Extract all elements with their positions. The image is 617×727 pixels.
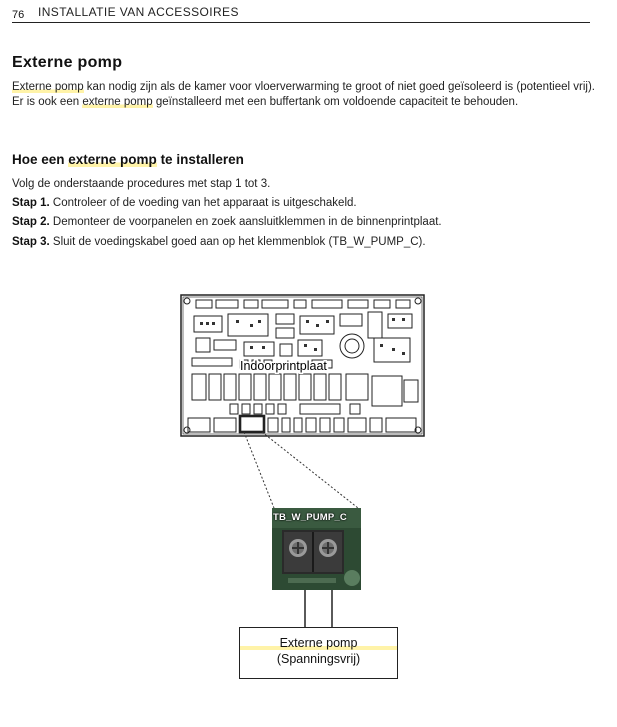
steps-intro: Volg de onderstaande procedures met stap 1 tot 3.: [12, 178, 271, 190]
terminal-block-photo: [272, 508, 361, 590]
howto-title-term: externe pomp: [68, 152, 157, 167]
step-2: [12, 216, 442, 228]
howto-title: [12, 152, 244, 167]
tb-w-pump-c-location: [240, 416, 264, 432]
step-1: [12, 197, 357, 209]
running-title: INSTALLATIE VAN ACCESSOIRES: [38, 5, 239, 19]
intro-text-2: geïnstalleerd met een buffertank om voldoende capaciteit te behouden.: [152, 96, 519, 108]
step-2-label: Stap 2.: [12, 216, 50, 228]
howto-title-prefix: Hoe een: [12, 152, 69, 167]
page-header: [12, 4, 590, 23]
intro-term: Externe pomp: [12, 81, 84, 93]
page-number: 76: [12, 9, 25, 21]
step-2-text: Demonteer de voorpanelen en zoek aansluitklemmen in de binnenprintplaat.: [49, 216, 442, 228]
howto-title-suffix: te installeren: [156, 152, 244, 167]
intro-term-2: externe pomp: [82, 96, 153, 108]
external-pump-box: [239, 627, 398, 679]
step-3-label: Stap 3.: [12, 236, 50, 248]
step-1-label: Stap 1.: [12, 197, 50, 209]
step-1-text: Controleer of de voeding van het apparaat is uitgeschakeld.: [49, 197, 357, 209]
external-pump-sublabel: (Spanningsvrij): [276, 652, 361, 666]
external-pump-label: Externe pomp: [240, 636, 397, 650]
step-3-text: Sluit de voedingskabel goed aan op het klemmenblok (TB_W_PUMP_C).: [49, 236, 426, 248]
intro-paragraph: [12, 80, 602, 110]
leader-line-left: [244, 432, 274, 508]
pcb-label: Indoorprintplaat: [240, 359, 327, 373]
section-title: Externe pomp: [12, 54, 123, 71]
terminal-label: TB_W_PUMP_C: [273, 512, 347, 523]
step-3: [12, 236, 426, 248]
leader-line-right: [262, 432, 358, 508]
intro-text-1: kan nodig zijn als de kamer voor vloerverwarming te groot of niet goed geïsoleerd is (potentieel vrij). Er is ook een: [12, 81, 595, 108]
